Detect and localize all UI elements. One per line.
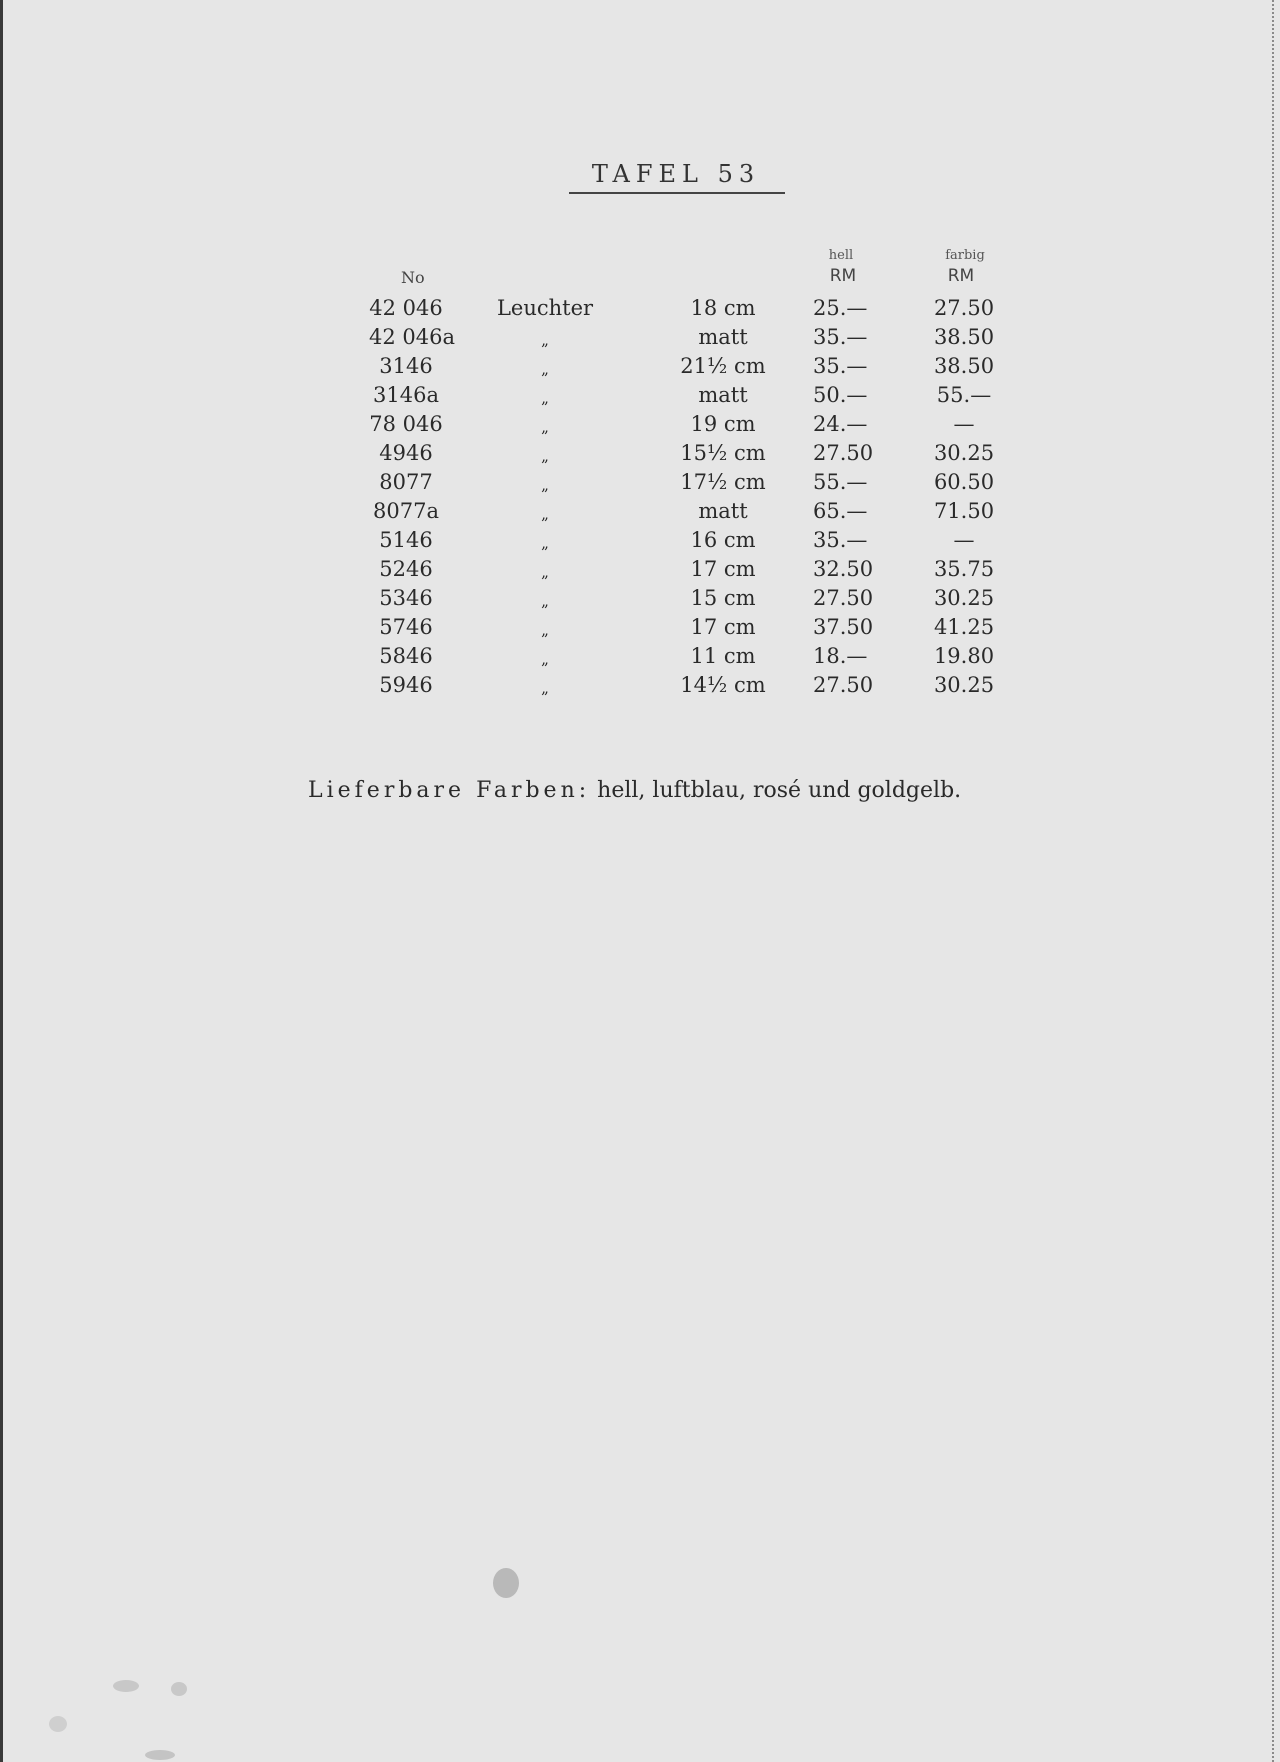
item-name: „ [541, 447, 549, 465]
price-hell: 65.— [813, 499, 868, 523]
table-row [3, 325, 1280, 354]
item-size: 21½ cm [680, 354, 766, 378]
header-rm-hell: RM [829, 266, 857, 286]
item-name: „ [541, 534, 549, 552]
table-row [3, 383, 1280, 412]
table-row [3, 499, 1280, 528]
price-farbig: — [953, 412, 975, 436]
price-hell: 50.— [813, 383, 868, 407]
footer-colors: hell, luftblau, rosé und goldgelb. [597, 778, 962, 803]
item-name: „ [541, 621, 549, 639]
footer-label: Lieferbare Farben: [308, 778, 591, 803]
item-number: 3146 [379, 354, 433, 378]
item-size: 17½ cm [680, 470, 766, 494]
page-title: TAFEL 53 [591, 160, 761, 188]
item-number: 3146a [373, 383, 439, 407]
item-number: 42 046 [369, 296, 443, 320]
item-size: matt [698, 325, 748, 349]
item-number: 8077 [379, 470, 433, 494]
table-row [3, 412, 1280, 441]
item-number: 5146 [379, 528, 433, 552]
header-no: No [401, 268, 425, 287]
header-farbig: farbig [945, 248, 985, 263]
table-row [3, 441, 1280, 470]
price-hell: 37.50 [813, 615, 874, 639]
price-hell: 55.— [813, 470, 868, 494]
table-row [3, 557, 1280, 586]
header-rm-farbig: RM [947, 266, 975, 286]
item-name: „ [541, 418, 549, 436]
price-farbig: 35.75 [933, 557, 995, 581]
title-underline [569, 192, 785, 194]
item-size: 15 cm [690, 586, 756, 610]
item-name: „ [541, 679, 549, 697]
item-number: 4946 [379, 441, 433, 465]
price-hell: 35.— [813, 325, 868, 349]
price-farbig: 19.80 [933, 644, 995, 668]
item-size: 17 cm [690, 615, 756, 639]
item-name: „ [541, 563, 549, 581]
price-farbig: 38.50 [933, 354, 995, 378]
price-hell: 25.— [813, 296, 868, 320]
table-row [3, 644, 1280, 673]
table-row [3, 470, 1280, 499]
price-hell: 27.50 [813, 586, 874, 610]
price-hell: 32.50 [813, 557, 874, 581]
table-row [3, 528, 1280, 557]
item-size: 18 cm [690, 296, 756, 320]
item-name: „ [541, 650, 549, 668]
price-farbig: 71.50 [933, 499, 995, 523]
item-name: „ [541, 505, 549, 523]
item-name: Leuchter [496, 296, 594, 320]
item-number: 5846 [379, 644, 433, 668]
table-row [3, 354, 1280, 383]
table-row [3, 586, 1280, 615]
table-row [3, 615, 1280, 644]
item-number: 42 046a [369, 325, 455, 349]
price-farbig: 27.50 [933, 296, 995, 320]
price-hell: 27.50 [813, 673, 874, 697]
item-number: 8077a [373, 499, 439, 523]
price-hell: 24.— [813, 412, 868, 436]
item-size: 14½ cm [680, 673, 766, 697]
price-farbig: 38.50 [933, 325, 995, 349]
item-size: matt [698, 383, 748, 407]
paper-stain [493, 1568, 519, 1598]
price-farbig: 30.25 [933, 441, 995, 465]
item-size: 11 cm [690, 644, 756, 668]
price-farbig: 41.25 [933, 615, 995, 639]
price-hell: 35.— [813, 354, 868, 378]
table-row [3, 296, 1280, 325]
item-size: matt [698, 499, 748, 523]
page-edge-perforation [1272, 0, 1280, 1762]
item-number: 5246 [379, 557, 433, 581]
price-farbig: — [953, 528, 975, 552]
item-number: 5746 [379, 615, 433, 639]
item-name: „ [541, 360, 549, 378]
item-number: 78 046 [369, 412, 443, 436]
paper-stain [145, 1750, 175, 1760]
paper-stain [113, 1680, 139, 1692]
footer-note [308, 778, 961, 803]
item-name: „ [541, 476, 549, 494]
table-row [3, 673, 1280, 702]
item-size: 17 cm [690, 557, 756, 581]
header-hell: hell [828, 248, 854, 263]
item-number: 5946 [379, 673, 433, 697]
price-farbig: 30.25 [933, 586, 995, 610]
paper-stain [171, 1682, 187, 1696]
price-farbig: 60.50 [933, 470, 995, 494]
item-name: „ [541, 389, 549, 407]
item-number: 5346 [379, 586, 433, 610]
item-size: 19 cm [690, 412, 756, 436]
price-hell: 27.50 [813, 441, 874, 465]
price-hell: 18.— [813, 644, 868, 668]
price-hell: 35.— [813, 528, 868, 552]
price-farbig: 30.25 [933, 673, 995, 697]
paper-stain [49, 1716, 67, 1732]
item-name: „ [541, 592, 549, 610]
item-size: 16 cm [690, 528, 756, 552]
price-farbig: 55.— [936, 383, 992, 407]
item-size: 15½ cm [680, 441, 766, 465]
item-name: „ [541, 331, 549, 349]
